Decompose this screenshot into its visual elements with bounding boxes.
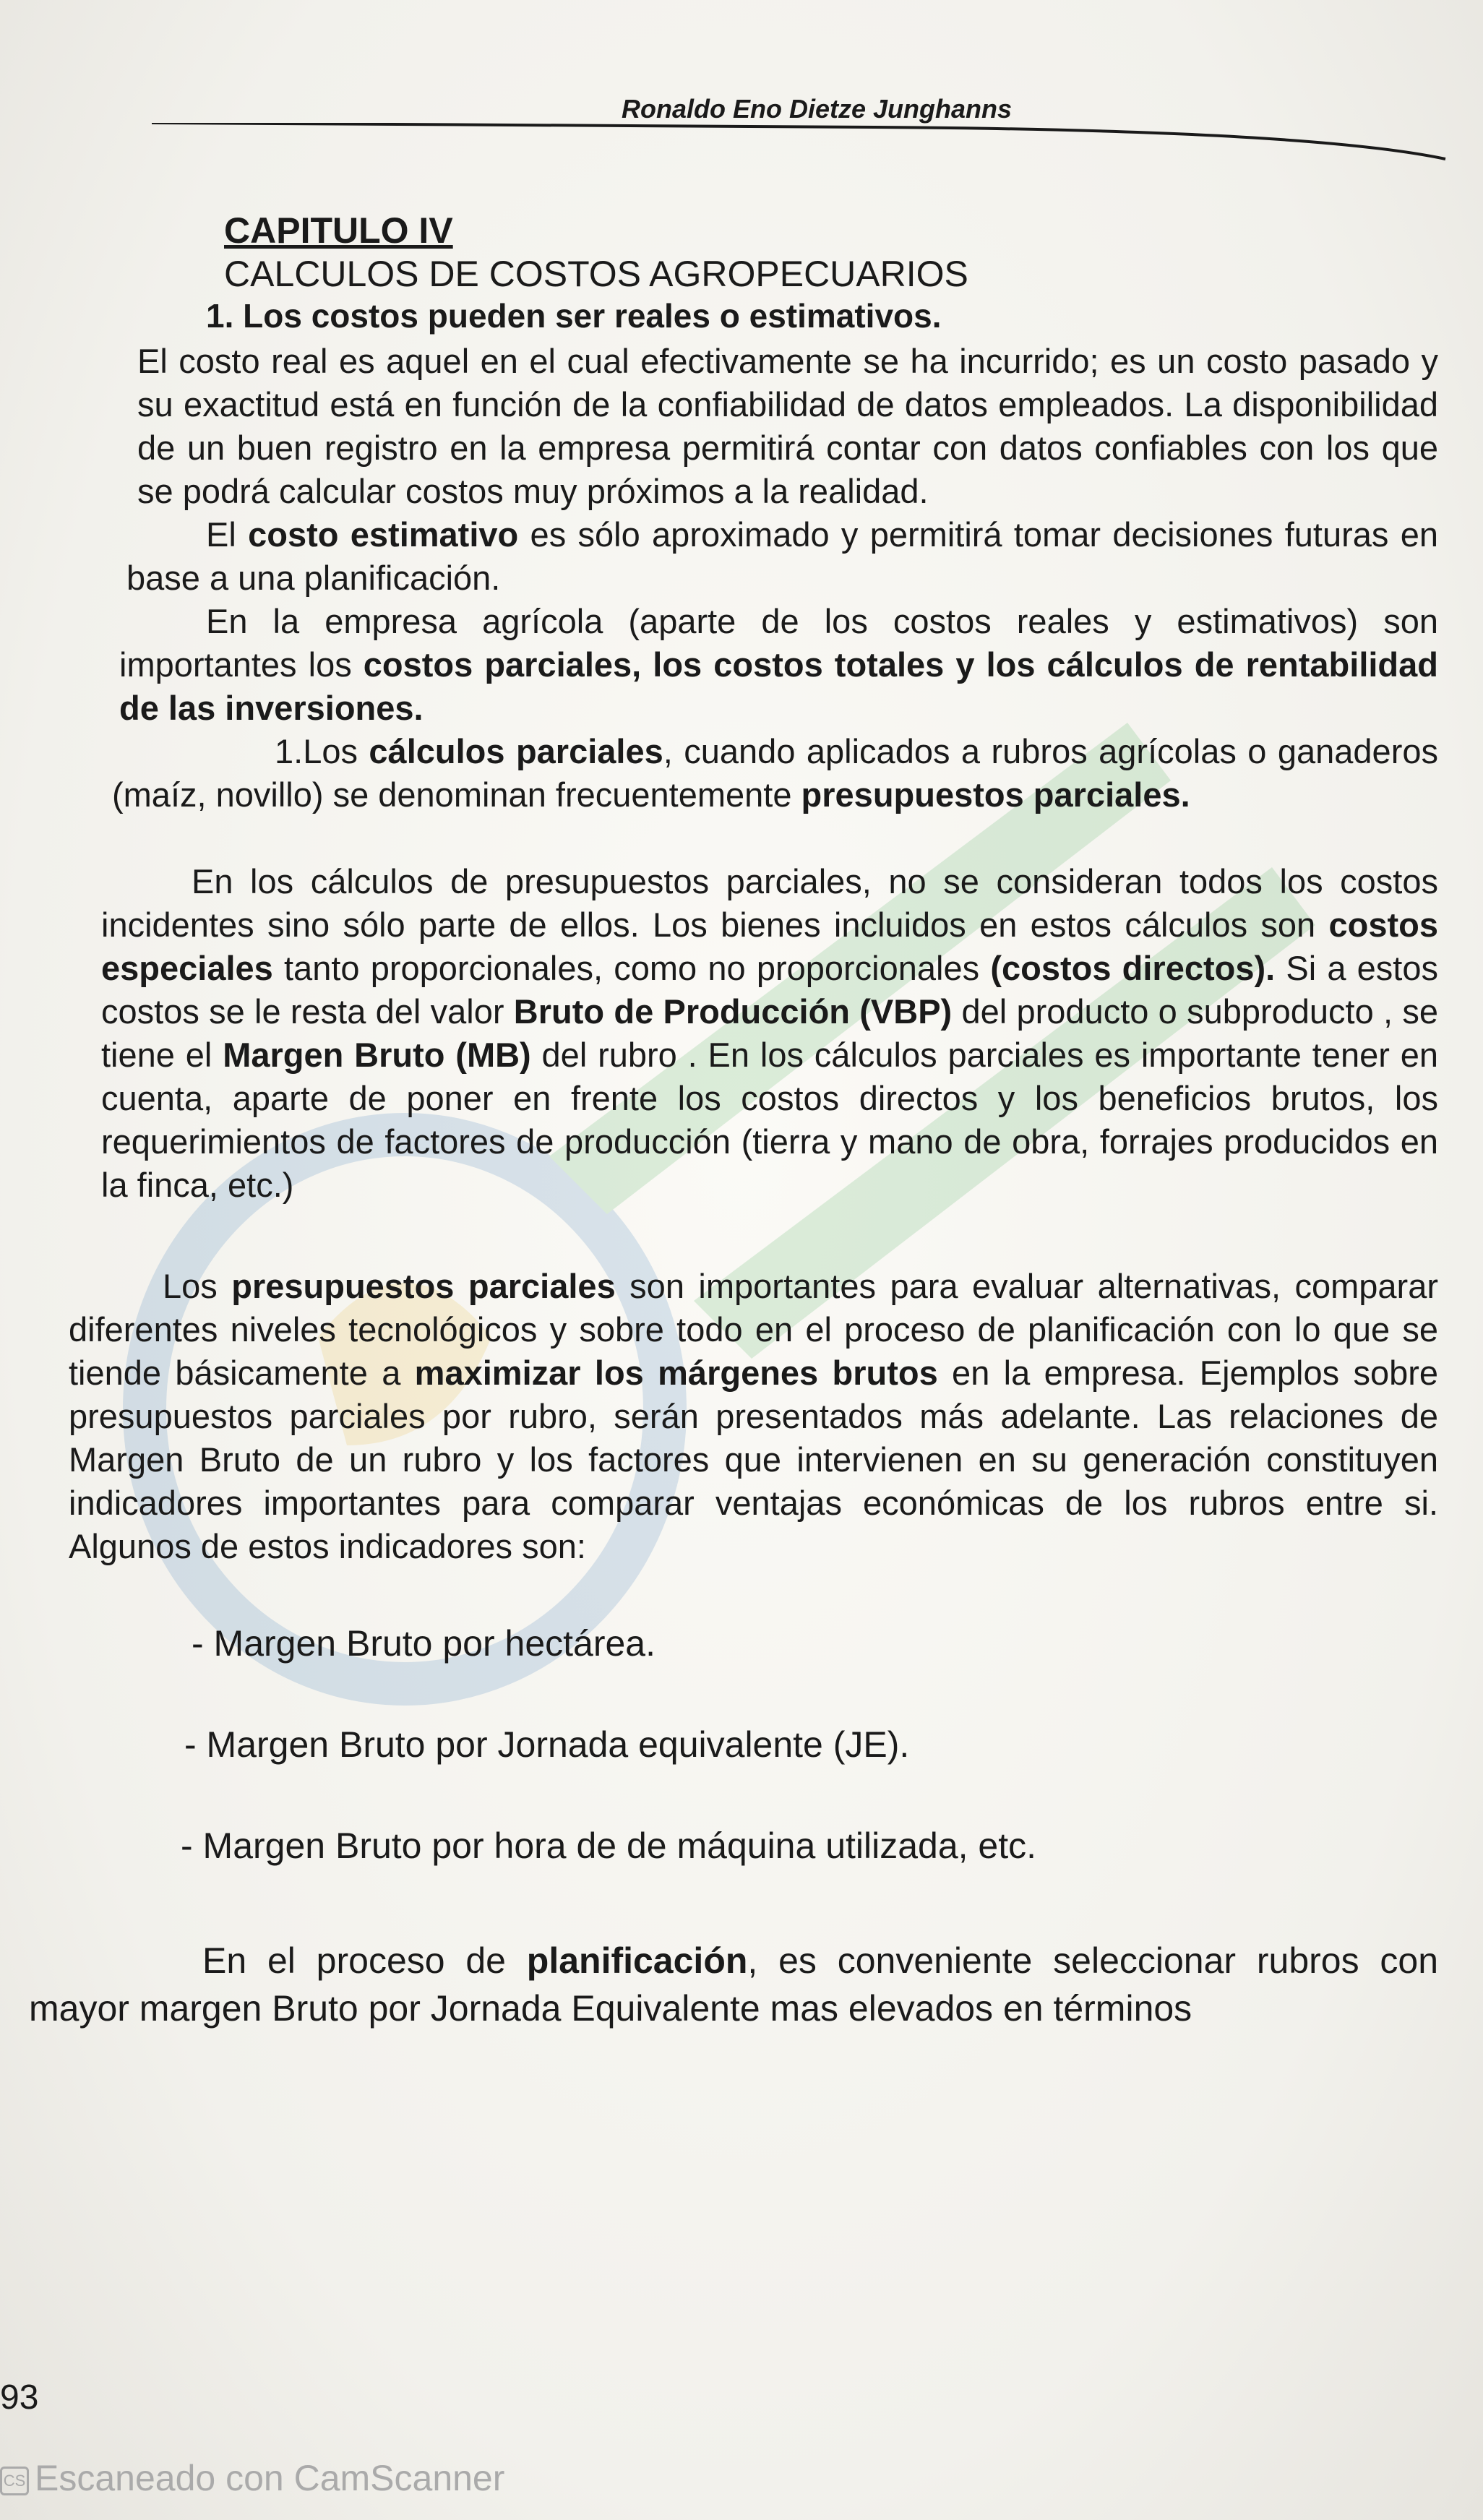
paragraph-calculos-parciales: 1.Los cálculos parciales, cuando aplicados a rubros agrícolas o ganaderos (maíz, novillo) se denominan frecuentemente presupuestos parciales. — [112, 732, 1438, 814]
paragraph-alternativas: Los presupuestos parciales son importantes para evaluar alternativas, comparar diferentes niveles tecnológicos y sobre todo en el proceso de planificación con lo que se tiende básicamente a maximizar los márgenes brutos en la empresa. Ejemplos sobre presupuestos parciales por rubro, serán presentados más adelante. Las relaciones de Margen Bruto de un rubro y los factores que intervienen en su generación constituyen indicadores importantes para comparar ventajas económicas de los rubros entre si. Algunos de estos indicadores son: — [69, 1267, 1439, 1565]
bold-term: presupuestos parciales — [231, 1267, 616, 1305]
paragraph-costo-estimativo: El costo estimativo es sólo aproximado y permitirá tomar decisiones futuras en base a una planificación. — [126, 515, 1438, 597]
section-title: 1. Los costos pueden ser reales o estimativos. — [206, 297, 942, 335]
bold-term: Bruto de Producción (VBP) — [513, 992, 953, 1031]
paragraph-text: El costo real es aquel en el cual efectivamente se ha incurrido; es un costo pasado y su exactitud está en función de la confiabilidad de datos empleados. La disponibilidad de un buen registro en la empresa permitirá contar con datos confiables con los que se podrá calcular costos muy próximos a la realidad. — [137, 342, 1438, 510]
bold-term: Margen Bruto (MB) — [223, 1036, 531, 1074]
header-author: Ronaldo Eno Dietze Junghanns — [622, 94, 1013, 124]
indicator-item: - Margen Bruto por Jornada equivalente (JE). — [184, 1724, 910, 1765]
scanner-watermark — [0, 2457, 504, 2499]
bold-term: maximizar los márgenes brutos — [414, 1354, 938, 1392]
bold-term: cálculos parciales — [369, 732, 663, 770]
camscanner-icon: CS — [0, 2467, 29, 2495]
scanner-text: Escaneado con CamScanner — [35, 2458, 505, 2498]
paragraph-empresa-agricola: En la empresa agrícola (aparte de los costos reales y estimativos) son importantes los costos parciales, los costos totales y los cálculos de rentabilidad de las inversiones. — [119, 602, 1438, 727]
bold-term: presupuestos parciales. — [801, 775, 1190, 814]
indicator-item: - Margen Bruto por hora de de máquina utilizada, etc. — [181, 1826, 1037, 1866]
chapter-subtitle: CALCULOS DE COSTOS AGROPECUARIOS — [224, 254, 968, 294]
bold-term: costos especiales — [101, 906, 1438, 987]
header-rule — [152, 123, 1453, 166]
page-number: 93 — [0, 2378, 39, 2417]
paragraph-costo-real — [137, 340, 1438, 513]
paragraph-planificacion: En el proceso de planificación, es conveniente seleccionar rubros con mayor margen Bruto por Jornada Equivalente mas elevados en términos — [29, 1940, 1439, 2029]
paragraph-presupuestos-parciales: En los cálculos de presupuestos parciales, no se consideran todos los costos incidentes sino sólo parte de ellos. Los bienes incluidos en estos cálculos son costos especiales tanto proporcionales, como no proporcionales (costos directos). Si a estos costos se le resta del valor Bruto de Producción (VBP) del producto o subproducto , se tiene el Margen Bruto (MB) del rubro . En los cálculos parciales es importante tener en cuenta, aparte de poner en frente los costos directos y los beneficios brutos, los requerimientos de factores de producción (tierra y mano de obra, forrajes producidos en la finca, etc.) — [101, 862, 1438, 1204]
bold-term: (costos directos). — [990, 949, 1276, 987]
bold-term: costos parciales, los costos totales y los cálculos de rentabilidad de las inversiones. — [119, 645, 1438, 727]
bold-term: planificación — [526, 1940, 748, 1981]
bold-term: costo estimativo — [248, 515, 519, 554]
chapter-title: CAPITULO IV — [224, 210, 453, 251]
indicator-item: - Margen Bruto por hectárea. — [192, 1623, 655, 1664]
